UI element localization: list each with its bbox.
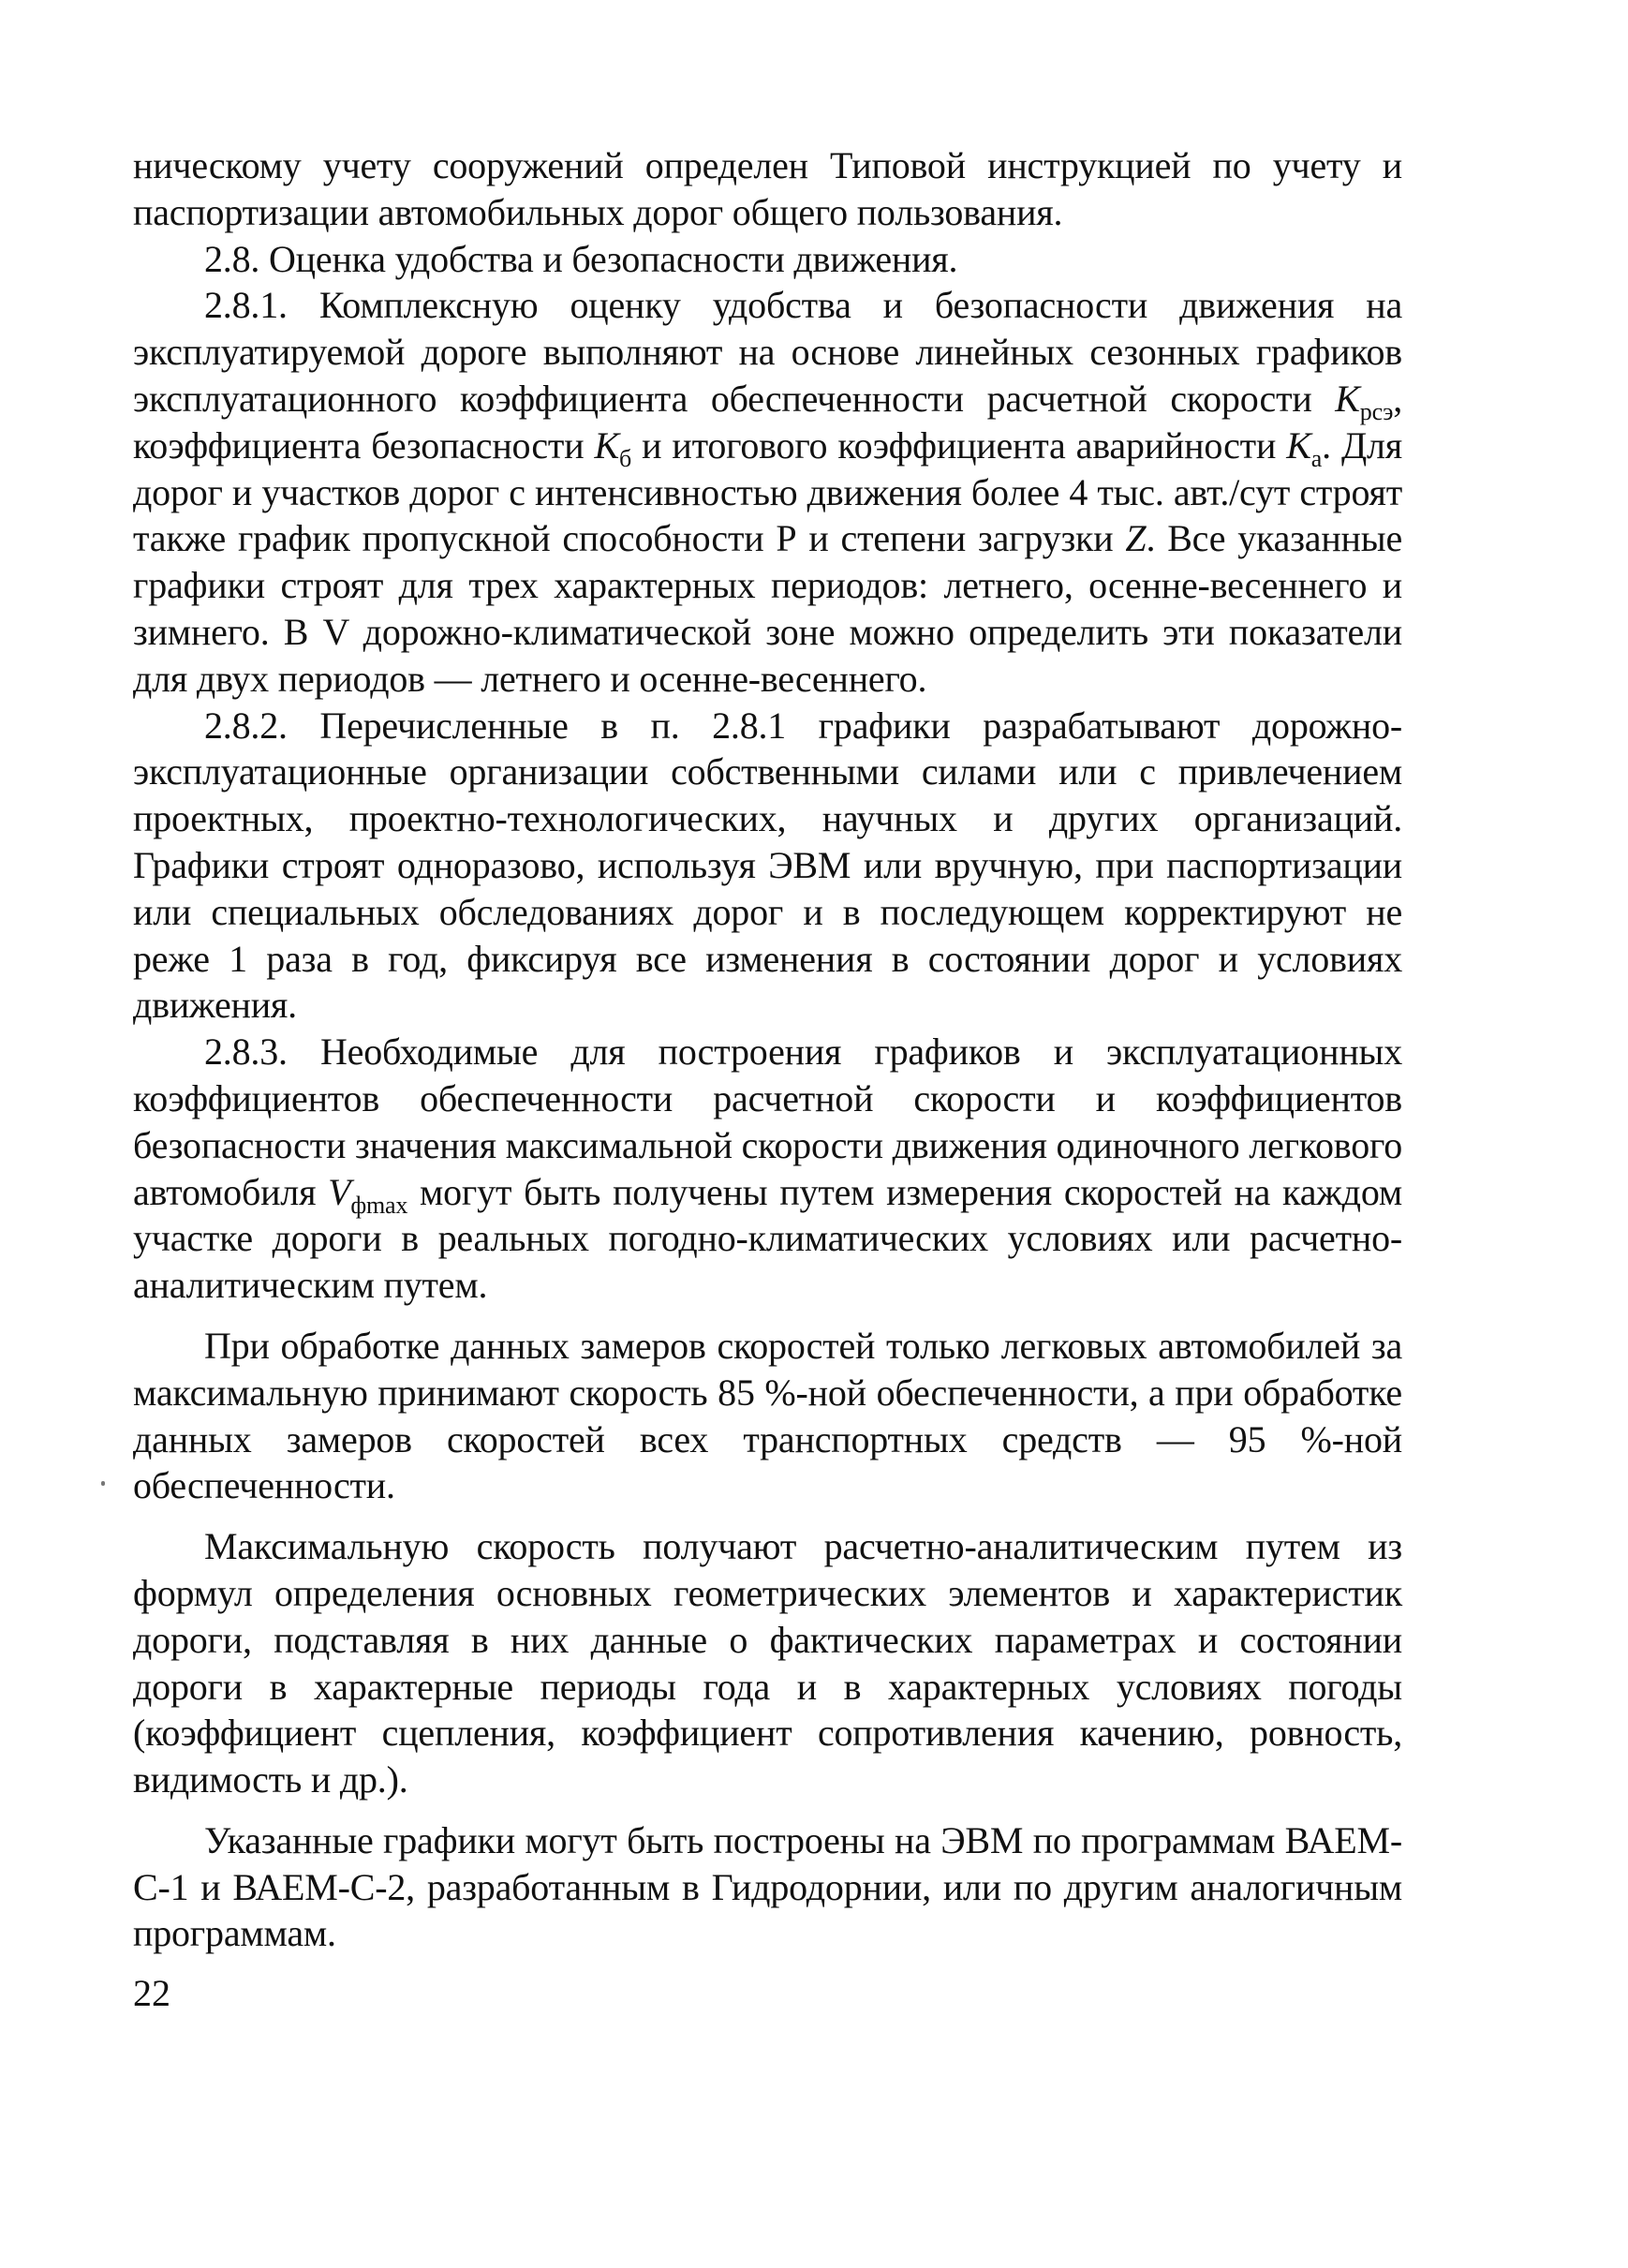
paragraph-programs: Указанные графики могут быть построены на ЭВМ по программам ВАЕМ-С-1 и ВАЕМ-С-2, разработанным в Гидродорнии, или по другим аналогичным программам. [133, 1818, 1402, 1955]
text-span: , коэффициента безопасности [133, 377, 1402, 467]
subscript-b: б [618, 444, 631, 472]
symbol-k-a: K [1286, 423, 1311, 467]
text-span: 2.8.1. Комплексную оценку удобства и безопасности движения на эксплуатируемой дороге выполняют на основе линейных сезонных графиков эксплуатационного коэффициента обеспеченности расчетной скорости [133, 284, 1402, 420]
paragraph-2-8-1 [133, 282, 1402, 702]
text-span: могут быть получены путем измерения скоростей на каждом участке дороги в реальных погодно-климатических условиях или расчетно-аналитическим путем. [133, 1170, 1402, 1307]
symbol-v-fmax: V [328, 1170, 351, 1213]
paragraph-max-speed: Максимальную скорость получают расчетно-аналитическим путем из формул определения основных геометрических элементов и характеристик дороги, подставляя в них данные о фактических параметрах и состоянии дороги в характерные периоды года и в характерных условиях погоды (коэффициент сцепления, коэффициент сопротивления качению, ровность, видимость и др.). [133, 1525, 1402, 1801]
paragraph-2-8-3 [133, 1029, 1402, 1309]
symbol-k-b: K [594, 423, 619, 467]
symbol-k-rse: K [1335, 377, 1360, 420]
text-span: и итогового коэффициента аварийности [631, 423, 1287, 467]
text-span: . Для дорог и участков дорог с интенсивностью движения более 4 тыс. авт./сут строят также график пропускной способности Р и степени загрузки [133, 423, 1403, 560]
section-heading-2-8: 2.8. Оценка удобства и безопасности движения. [204, 237, 958, 280]
subscript-a: а [1310, 444, 1323, 472]
paragraph-continuation: ническому учету сооружений определен Типовой инструкцией по учету и паспортизации автомобильных дорог общего пользования. [133, 144, 1402, 233]
text-span: . Все указанные графики строят для трех характерных периодов: летнего, осенне-весеннего и зимнего. В V дорожно-климатической зоне можно определить эти показатели для двух периодов — летнего и осенне-весеннего. [133, 517, 1402, 700]
symbol-z: Z [1125, 517, 1147, 560]
page-number: 22 [133, 1972, 170, 2014]
text-span: 2.8.3. Необходимые для построения графиков и эксплуатационных коэффициентов обеспеченности расчетной скорости и коэффициентов безопасности значения максимальной скорости движения одиночного легкового автомобиля [133, 1030, 1402, 1213]
paragraph-2-8-2: 2.8.2. Перечисленные в п. 2.8.1 графики разрабатывают дорожно-эксплуатационные организации собственными силами или с привлечением проектных, проектно-технологических, научных и других организаций. Графики строят одноразово, используя ЭВМ или вручную, при паспортизации или специальных обследованиях дорог и в последующем корректируют не реже 1 раза в год, фиксируя все изменения в состоянии дорог и условиях движения. [133, 704, 1402, 1027]
scan-speck [101, 1481, 105, 1486]
subscript-fmax: фmax [350, 1191, 408, 1219]
subscript-rse: рсэ [1359, 397, 1394, 425]
page-body [133, 142, 1402, 1957]
paragraph-speed-processing: При обработке данных замеров скоростей только легковых автомобилей за максимальную принимают скорость 85 %-ной обеспеченности, а при обработке данных замеров скоростей всех транспортных средств — 95 %-ной обеспеченности. [133, 1324, 1402, 1507]
